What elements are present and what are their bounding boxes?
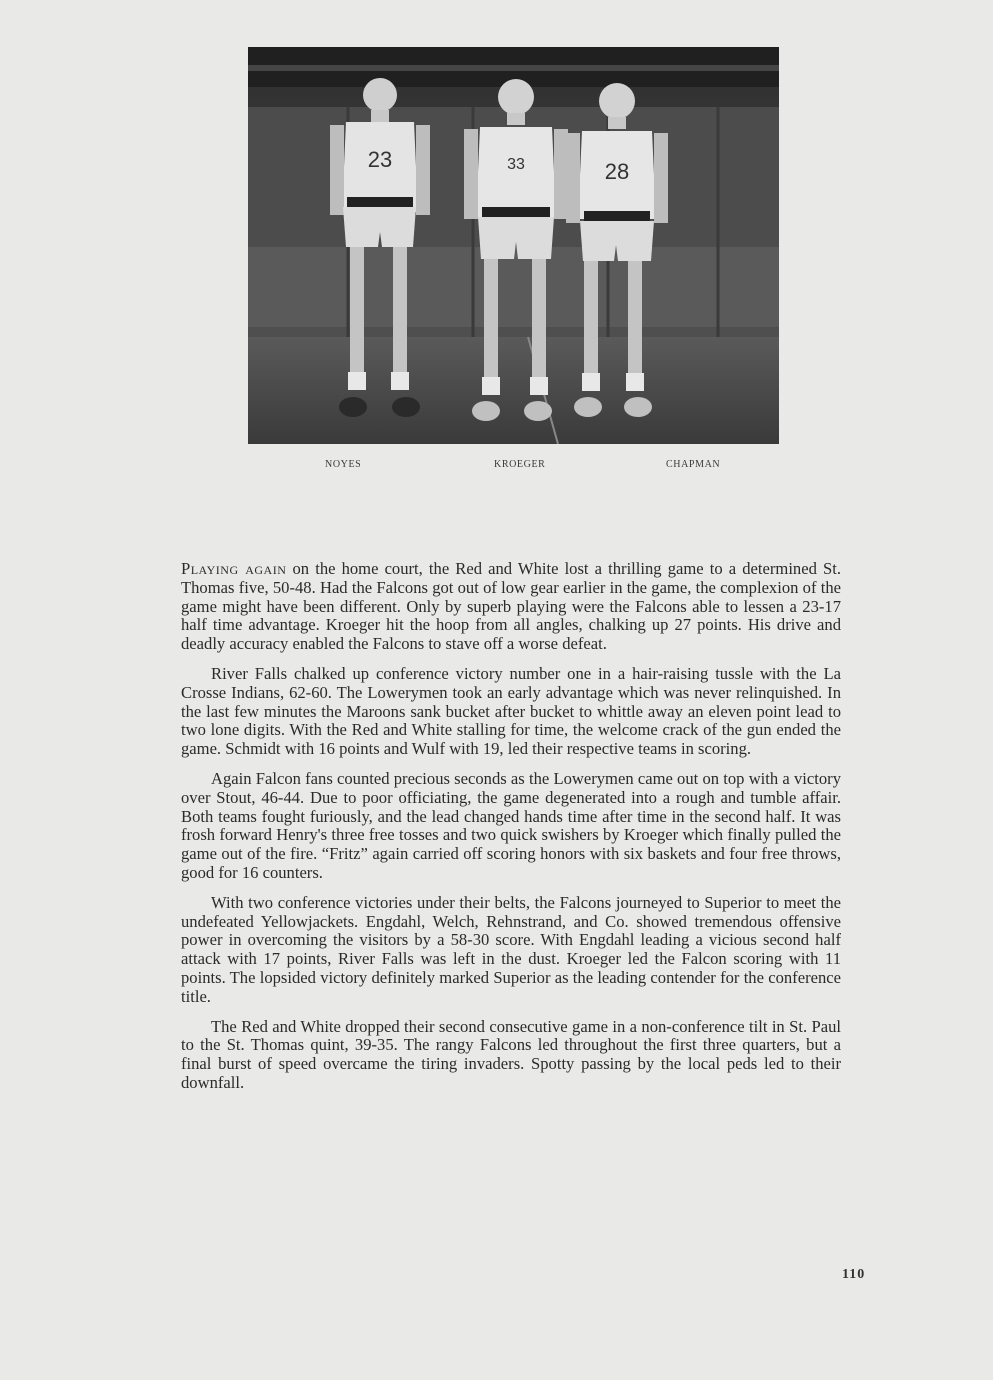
paragraph: With two conference victories under their belts, the Falcons journeyed to Superior to meet the undefeated Yellowjackets. Engdahl, Welch, Rehnstrand, and Co. showed tremendous offensive power in overcoming the visitors by a 58-30 score. With Engdahl leading a vicious second half attack with 17 points, River Falls was left in the dust. Kroeger led the Falcon scoring with 11 points. The lopsided victory definitely marked Superior as the leading contender for the conference title. bbox=[181, 892, 841, 1006]
jersey-number: 23 bbox=[367, 147, 393, 172]
paragraph: Again Falcon fans counted precious seconds as the Lowerymen came out on top with a victory over Stout, 46-44. Due to poor officiating, the game degenerated into a rough and tumble affair. Both teams fought furiously, and the lead changed hands time after time in the second half. It was frosh forward Henry's three free tosses and two quick swishers by Kroeger which finally pulled the game out of the fire. “Fritz” again carried off scoring honors with six baskets and four free throws, good for 16 counters. bbox=[181, 768, 841, 882]
paragraph: River Falls chalked up conference victory number one in a hair-raising tussle with the La Crosse Indians, 62-60. The Lowerymen took an early advantage which was never relinquished. In the last few minutes the Maroons sank bucket after bucket to whittle away an eleven point lead to two lone digits. With the Red and White stalling for time, the welcome crack of the gun ended the game. Schmidt with 16 points and Wulf with 19, led their respective teams in scoring. bbox=[181, 663, 841, 759]
team-photo bbox=[248, 47, 779, 444]
article-body bbox=[181, 560, 841, 1104]
paragraph-text: on the home court, the Red and White lost a thrilling game to a determined St. Thomas five, 50-48. Had the Falcons got out of low gear earlier in the game, the complexion of the game might have been different. Only by superb playing were the Falcons able to lessen a 23-17 half time advantage. Kroeger hit the hoop from all angles, chalking up 27 points. His drive and deadly accuracy enabled the Falcons to stave off a worse defeat. bbox=[181, 559, 841, 654]
photo-captions bbox=[0, 459, 993, 475]
caption-kroeger: KROEGER bbox=[494, 459, 546, 470]
jersey-number: 33 bbox=[507, 156, 525, 173]
paragraph bbox=[181, 560, 841, 654]
lead-in: Playing again bbox=[181, 559, 287, 578]
caption-chapman: CHAPMAN bbox=[666, 459, 721, 470]
paragraph: The Red and White dropped their second consecutive game in a non-conference tilt in St. Paul to the St. Thomas quint, 39-35. The rangy Falcons led throughout the first three quarters, but a final burst of speed overcame the tiring invaders. Spotty passing by the local peds led to their downfall. bbox=[181, 1016, 841, 1092]
jersey-number: 28 bbox=[604, 159, 630, 184]
page-number: 110 bbox=[842, 1267, 866, 1282]
caption-noyes: NOYES bbox=[325, 459, 362, 470]
